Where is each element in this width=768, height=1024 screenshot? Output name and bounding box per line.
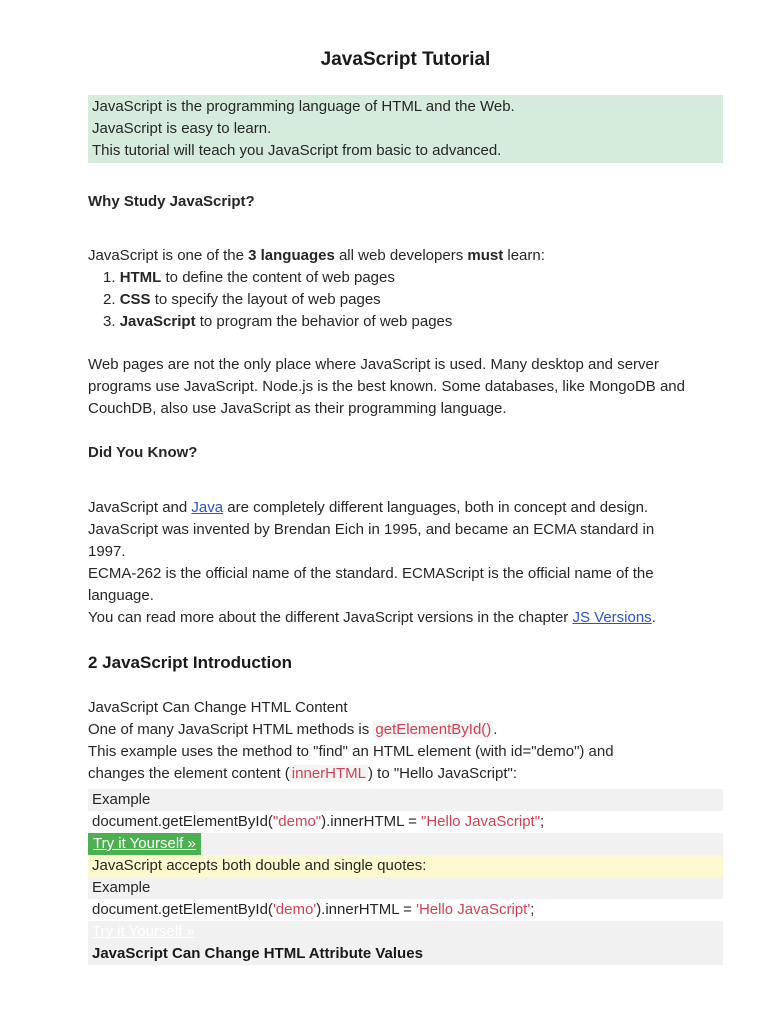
paragraph-line bbox=[88, 719, 723, 741]
paragraph-line bbox=[88, 519, 723, 541]
text-run: JavaScript and bbox=[88, 499, 192, 516]
heading-attribute-values: JavaScript Can Change HTML Attribute Values bbox=[92, 945, 423, 962]
paragraph-line bbox=[88, 607, 723, 629]
paragraph-line bbox=[88, 497, 723, 519]
link-java[interactable]: Java bbox=[191, 499, 224, 516]
text-run: 'Hello JavaScript' bbox=[416, 901, 531, 918]
text-run: ECMA-262 is the official name of the standard. ECMAScript is the official name of the bbox=[88, 565, 654, 582]
bottom-gray-block bbox=[88, 921, 723, 965]
text-run: document.getElementById( bbox=[92, 813, 273, 830]
example-label-row: Example bbox=[88, 789, 723, 811]
paragraph-line bbox=[88, 541, 723, 563]
text-run: This example uses the method to "find" an HTML element (with id="demo") and bbox=[88, 743, 614, 760]
example-section bbox=[88, 789, 723, 965]
text-run: must bbox=[467, 247, 504, 264]
text-run: are completely different languages, both in concept and design. bbox=[223, 499, 649, 516]
page-title: JavaScript Tutorial bbox=[320, 49, 491, 70]
usage-paragraph bbox=[88, 354, 723, 420]
text-run: "Hello JavaScript" bbox=[421, 813, 541, 830]
inline-code: innerHTML bbox=[291, 765, 366, 782]
text-run: ).innerHTML = bbox=[316, 901, 417, 918]
inline-code: getElementById() bbox=[375, 721, 492, 738]
text-run: ; bbox=[530, 901, 535, 918]
text-run: 1997. bbox=[88, 543, 126, 560]
text-run: One of many JavaScript HTML methods is bbox=[88, 721, 374, 738]
heading-why-study: Why Study JavaScript? bbox=[88, 193, 255, 210]
text-run: JavaScript is one of the bbox=[88, 247, 249, 264]
paragraph-line bbox=[88, 585, 723, 607]
text-run: . bbox=[493, 721, 498, 738]
did-you-know-paragraph bbox=[88, 497, 723, 629]
text-run: to define the content of web pages bbox=[161, 269, 395, 286]
text-run: 'demo' bbox=[272, 901, 317, 918]
paragraph-line: Web pages are not the only place where JavaScript is used. Many desktop and server bbox=[88, 356, 659, 373]
introduction-paragraph bbox=[88, 697, 723, 785]
quotes-note-row: JavaScript accepts both double and single quotes: bbox=[88, 855, 723, 877]
text-run: to program the behavior of web pages bbox=[195, 313, 453, 330]
paragraph-line bbox=[88, 697, 723, 719]
list-item bbox=[103, 289, 723, 311]
text-run: JavaScript bbox=[119, 313, 196, 330]
text-run: language. bbox=[88, 587, 154, 604]
text-run: HTML bbox=[119, 269, 162, 286]
list-item bbox=[103, 311, 723, 333]
text-run: JavaScript Can Change HTML Content bbox=[88, 699, 348, 716]
text-run: 2. bbox=[103, 291, 120, 308]
text-run: to specify the layout of web pages bbox=[150, 291, 381, 308]
text-run: You can read more about the different JavaScript versions in the chapter bbox=[88, 609, 573, 626]
text-run: ).innerHTML = bbox=[321, 813, 421, 830]
text-run: changes the element content ( bbox=[88, 765, 290, 782]
text-run: ; bbox=[540, 813, 545, 830]
try-it-row bbox=[88, 833, 723, 855]
paragraph-line bbox=[88, 741, 723, 763]
heading-did-you-know: Did You Know? bbox=[88, 444, 198, 461]
try-it-yourself-button[interactable]: Try it Yourself » bbox=[88, 833, 201, 855]
text-run: . bbox=[651, 609, 656, 626]
text-run: 3. bbox=[103, 313, 120, 330]
text-run: all web developers bbox=[334, 247, 468, 264]
why-study-lead bbox=[88, 245, 723, 267]
languages-list bbox=[88, 267, 723, 333]
text-run: JavaScript was invented by Brendan Eich in 1995, and became an ECMA standard in bbox=[88, 521, 655, 538]
list-item bbox=[103, 267, 723, 289]
text-run: document.getElementById( bbox=[92, 901, 273, 918]
text-run: learn: bbox=[503, 247, 545, 264]
example-label-row: Example bbox=[88, 877, 723, 899]
text-run: CSS bbox=[119, 291, 151, 308]
text-run: 3 languages bbox=[248, 247, 335, 264]
intro-line: This tutorial will teach you JavaScript from basic to advanced. bbox=[92, 142, 502, 159]
text-run: "demo" bbox=[272, 813, 322, 830]
link-js-versions[interactable]: JS Versions bbox=[572, 609, 652, 626]
paragraph-line: CouchDB, also use JavaScript as their programming language. bbox=[88, 400, 507, 417]
paragraph-line bbox=[88, 763, 723, 785]
intro-highlight-box bbox=[88, 95, 723, 163]
paragraph-line bbox=[88, 563, 723, 585]
code-line bbox=[88, 811, 723, 833]
text-run: ) to "Hello JavaScript": bbox=[367, 765, 518, 782]
text-run: 1. bbox=[103, 269, 120, 286]
intro-line: JavaScript is easy to learn. bbox=[92, 120, 272, 137]
intro-line: JavaScript is the programming language of HTML and the Web. bbox=[92, 98, 515, 115]
code-line bbox=[88, 899, 723, 921]
heading-js-introduction: 2 JavaScript Introduction bbox=[88, 653, 293, 672]
paragraph-line: programs use JavaScript. Node.js is the best known. Some databases, like MongoDB and bbox=[88, 378, 685, 395]
try-it-yourself-button[interactable]: Try it Yourself » bbox=[92, 923, 195, 940]
